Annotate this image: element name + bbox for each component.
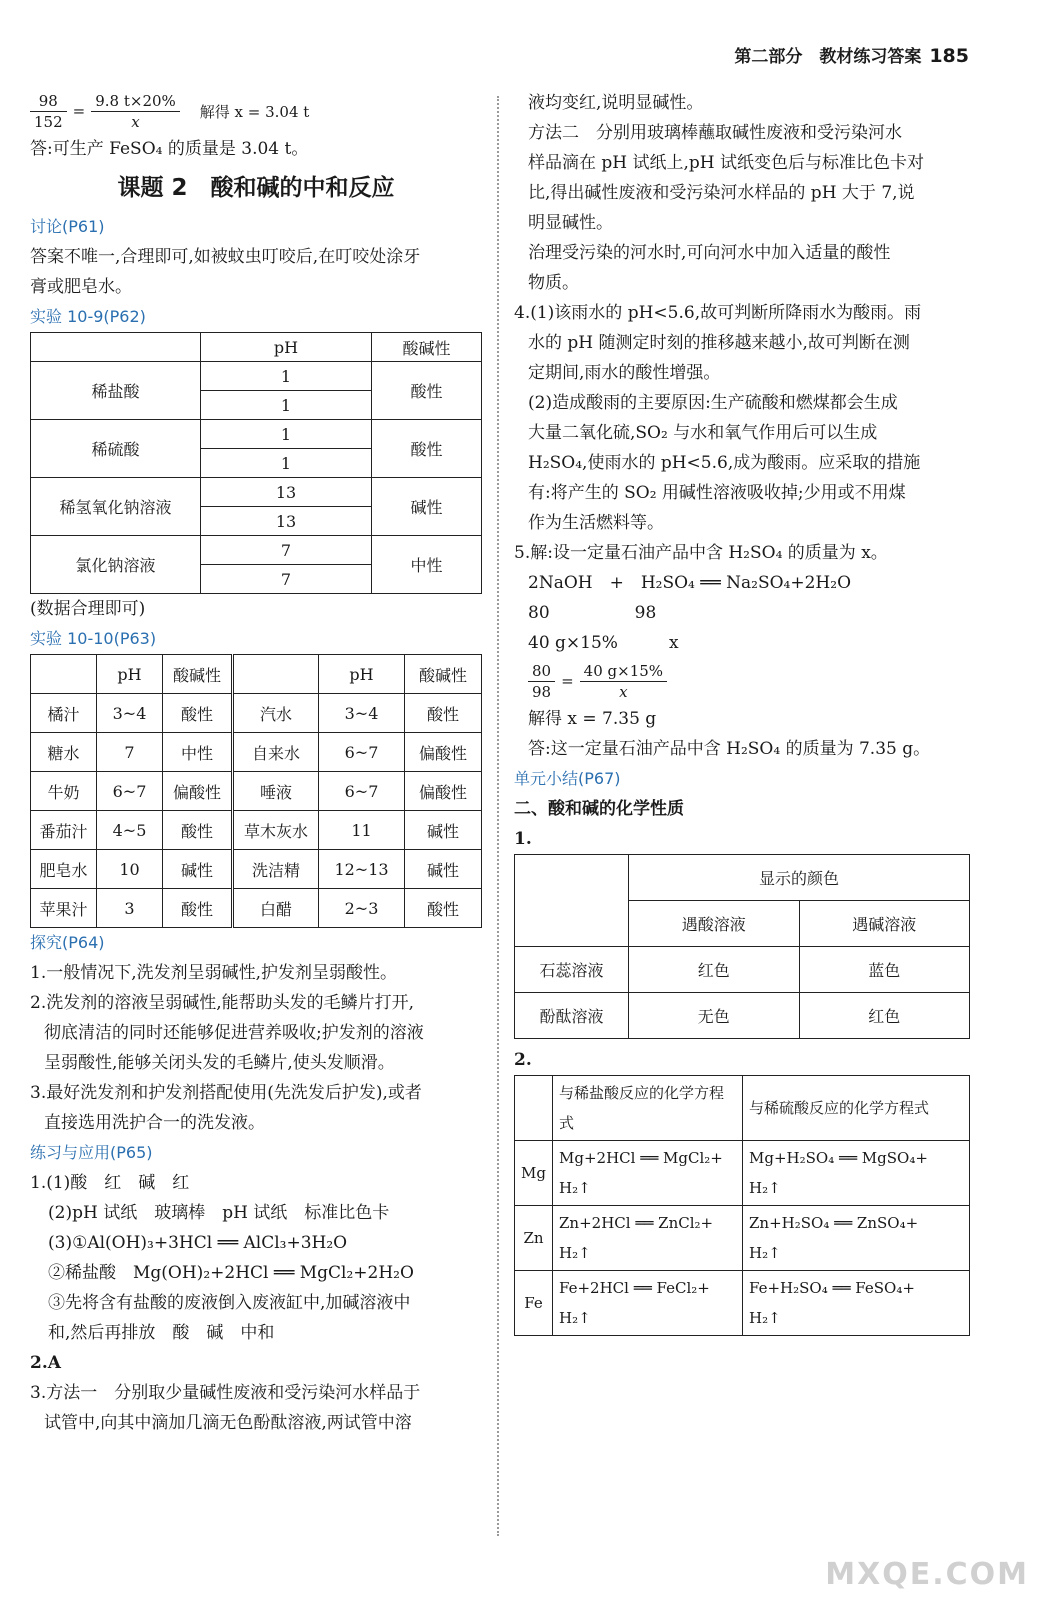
table-row: Zn Zn+2HCl ══ ZnCl₂+ H₂↑ Zn+H₂SO₄ ══ ZnSO₄+ H₂↑ [515, 1206, 970, 1271]
explore-line: 呈弱酸性,能够关闭头发的毛鳞片,使头发顺滑。 [44, 1053, 395, 1073]
explore-line: 1.一般情况下,洗发剂呈弱碱性,护发剂呈弱酸性。 [30, 963, 398, 983]
watermark: MXQE.COM [825, 1557, 1029, 1592]
table-row: 牛奶 6~7 偏酸性 唾液 6~7 偏酸性 [31, 772, 482, 811]
summary-label: 单元小结(P67) [514, 769, 621, 788]
equation-fraction: $\frac{98}{152}$ = $\frac{9.8 t\times 20\%}{x}$ 解得 x = 3.04 t [30, 88, 482, 134]
table-row: 番茄汁 4~5 酸性 草木灰水 11 碱性 [31, 811, 482, 850]
practice-line: ③先将含有盐酸的废液倒入废液缸中,加碱溶液中 [48, 1293, 411, 1313]
exp109-table: pH 酸碱性 稀盐酸 1 酸性 1 稀硫酸 1 酸性 1 稀氢氧化钠溶液 13 碱性 13 氯化钠溶液 7 中性 7 [30, 332, 482, 594]
table-row: 氯化钠溶液 7 中性 [31, 536, 482, 565]
body-line: 明显碱性。 [528, 213, 613, 233]
discuss-line: 膏或肥皂水。 [30, 277, 132, 297]
explore-line: 彻底清洁的同时还能够促进营养吸收;护发剂的溶液 [44, 1023, 424, 1043]
fraction-left: $\frac{98}{152}$ [30, 91, 67, 132]
table-row: 稀硫酸 1 酸性 [31, 420, 482, 449]
practice-line: 和,然后再排放 酸 碱 中和 [48, 1323, 275, 1343]
discuss-label: 讨论(P61) [30, 217, 105, 236]
explore-line: 直接选用洗护合一的洗发液。 [44, 1113, 265, 1133]
body-line: 方法二 分别用玻璃棒蘸取碱性废液和受污染河水 [528, 123, 902, 143]
table-row: 稀氢氧化钠溶液 13 碱性 [31, 478, 482, 507]
question-number: 1. [514, 829, 532, 849]
page-header [734, 42, 969, 67]
body-line: 有:将产生的 SO₂ 用碱性溶液吸收掉;少用或不用煤 [528, 483, 906, 503]
answer-text: 答:可生产 FeSO₄ 的质量是 3.04 t。 [30, 139, 309, 159]
explore-line: 2.洗发剂的溶液呈弱碱性,能帮助头发的毛鳞片打开, [30, 993, 415, 1013]
left-column [30, 88, 482, 1438]
question-number: 2. [514, 1050, 532, 1070]
body-line: 样品滴在 pH 试纸上,pH 试纸变色后与标准比色卡对 [528, 153, 925, 173]
exp109-note: (数据合理即可) [30, 599, 146, 619]
table-row: Mg Mg+2HCl ══ MgCl₂+ H₂↑ Mg+H₂SO₄ ══ MgSO₄+ H₂↑ [515, 1141, 970, 1206]
table-row: 肥皂水 10 碱性 洗洁精 12~13 碱性 [31, 850, 482, 889]
equation-fraction: $\frac{80}{98}$ = $\frac{40 g\times 15\%}{x}$ [514, 658, 970, 704]
body-line: 水的 pH 随测定时刻的推移越来越小,故可判断在测 [528, 333, 910, 353]
body-line: 5.解:设一定量石油产品中含 H₂SO₄ 的质量为 x。 [514, 543, 888, 563]
body-line: 大量二氧化硫,SO₂ 与水和氧气作用后可以生成 [528, 423, 878, 443]
exp1010-table: pH 酸碱性 pH 酸碱性 橘汁 3~4 酸性 汽水 3~4 酸性 糖水 7 中性 自来水 6~7 偏酸性 牛奶 6~7 偏酸性 唾液 6~7 偏酸性 番茄汁 4~5 酸性 草木灰水 11 碱性 肥皂水 10 碱性 洗洁精 12~13 碱性 苹果汁 3 酸性 白醋 2~3 酸性 [30, 654, 482, 928]
answer-text: 答:这一定量石油产品中含 H₂SO₄ 的质量为 7.35 g。 [528, 739, 931, 759]
equation-line: 40 g×15% x [528, 633, 679, 653]
table-row: 稀盐酸 1 酸性 [31, 362, 482, 391]
practice-line: ②稀盐酸 Mg(OH)₂+2HCl ══ MgCl₂+2H₂O [48, 1263, 414, 1283]
body-line: 定期间,雨水的酸性增强。 [528, 363, 721, 383]
fraction-right: $\frac{9.8 t\times 20\%}{x}$ [91, 91, 180, 132]
body-line: H₂SO₄,使雨水的 pH<5.6,成为酸雨。应采取的措施 [528, 453, 921, 473]
practice-line: (2)pH 试纸 玻璃棒 pH 试纸 标准比色卡 [48, 1203, 390, 1223]
table-row: 糖水 7 中性 自来水 6~7 偏酸性 [31, 733, 482, 772]
section-title: 第二部分 教材练习答案 [734, 47, 922, 67]
practice-line: 2.A [30, 1353, 61, 1373]
indicator-color-table: 显示的颜色 遇酸溶液 遇碱溶液 石蕊溶液 红色 蓝色 酚酞溶液 无色 红色 [514, 854, 970, 1039]
body-line: 治理受污染的河水时,可向河水中加入适量的酸性 [528, 243, 891, 263]
fraction-right: $\frac{40 g\times 15\%}{x}$ [580, 661, 667, 702]
body-line: 4.(1)该雨水的 pH<5.6,故可判断所降雨水为酸雨。雨 [514, 303, 922, 323]
practice-line: 1.(1)酸 红 碱 红 [30, 1173, 190, 1193]
practice-line: 3.方法一 分别取少量碱性废液和受污染河水样品于 [30, 1383, 421, 1403]
metal-reaction-table: 与稀盐酸反应的化学方程式 与稀硫酸反应的化学方程式 Mg Mg+2HCl ══ MgCl₂+ H₂↑ Mg+H₂SO₄ ══ MgSO₄+ H₂↑ Zn Zn+2HCl ══ ZnCl₂+ H₂↑ Zn+H₂SO₄ ══ ZnSO₄+ H₂↑ Fe Fe+2HCl ══ FeCl₂+ H₂↑ Fe+H₂SO₄ ══ FeSO₄+ H₂↑ [514, 1075, 970, 1336]
table-row: Fe Fe+2HCl ══ FeCl₂+ H₂↑ Fe+H₂SO₄ ══ FeSO₄+ H₂↑ [515, 1271, 970, 1336]
practice-label: 练习与应用(P65) [30, 1143, 153, 1162]
table-row: 石蕊溶液 红色 蓝色 [515, 947, 970, 993]
table-row: 苹果汁 3 酸性 白醋 2~3 酸性 [31, 889, 482, 928]
body-line: 作为生活燃料等。 [528, 513, 664, 533]
discuss-line: 答案不唯一,合理即可,如被蚊虫叮咬后,在叮咬处涂牙 [30, 247, 421, 267]
explore-line: 3.最好洗发剂和护发剂搭配使用(先洗发后护发),或者 [30, 1083, 422, 1103]
table-row: 酚酞溶液 无色 红色 [515, 993, 970, 1039]
body-line: (2)造成酸雨的主要原因:生产硫酸和燃煤都会生成 [528, 393, 898, 413]
body-line: 比,得出碱性废液和受污染河水样品的 pH 大于 7,说 [528, 183, 915, 203]
table-row: 橘汁 3~4 酸性 汽水 3~4 酸性 [31, 694, 482, 733]
exp109-label: 实验 10-9(P62) [30, 307, 146, 326]
page-number: 185 [929, 45, 969, 67]
practice-line: (3)①Al(OH)₃+3HCl ══ AlCl₃+3H₂O [48, 1233, 348, 1253]
solution-text: 解得 x = 7.35 g [528, 709, 657, 729]
body-line: 物质。 [528, 273, 579, 293]
practice-line: 试管中,向其中滴加几滴无色酚酞溶液,两试管中溶 [44, 1413, 412, 1433]
body-line: 液均变红,说明显碱性。 [528, 93, 704, 113]
exp1010-label: 实验 10-10(P63) [30, 629, 157, 648]
solution-text: 解得 x = 3.04 t [199, 102, 310, 121]
summary-heading: 二、酸和碱的化学性质 [514, 799, 684, 819]
equation-line: 2NaOH + H₂SO₄ ══ Na₂SO₄+2H₂O [528, 573, 852, 593]
column-divider [497, 96, 499, 1536]
fraction-left: $\frac{80}{98}$ [528, 661, 555, 702]
equation-line: 80 98 [528, 603, 657, 623]
explore-label: 探究(P64) [30, 933, 105, 952]
lesson-title: 课题 2 酸和碱的中和反应 [117, 175, 395, 201]
right-column [514, 88, 970, 1336]
